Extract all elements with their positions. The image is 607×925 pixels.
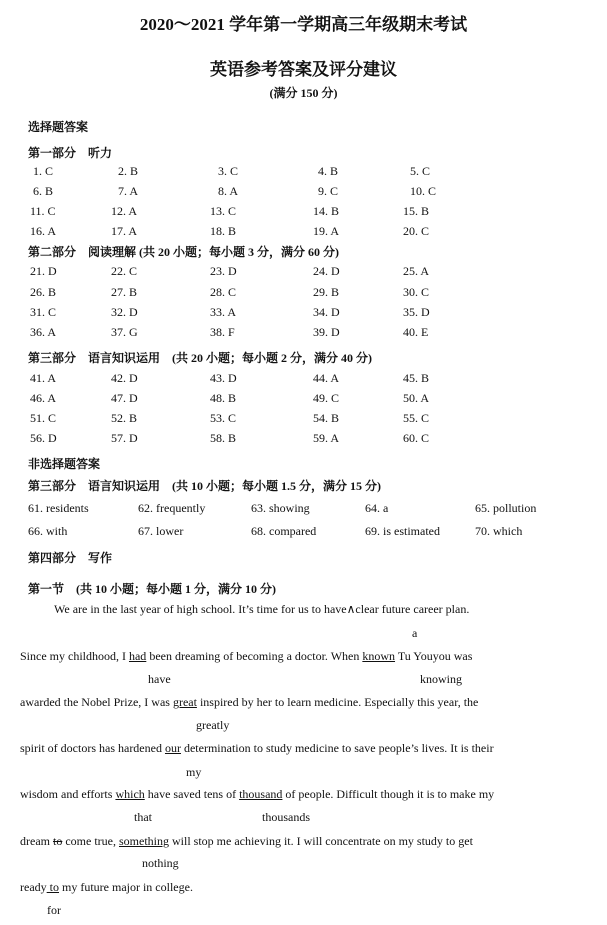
listening-heading: 第一部分 听力 [28, 146, 113, 160]
fill-heading: 第三部分 语言知识运用 (共 10 小题；每小题 1.5 分，满分 15 分) [28, 479, 381, 493]
answer: 42. D [111, 371, 138, 385]
answer: 19. A [313, 224, 340, 238]
answer: 63. showing [251, 501, 310, 515]
language-heading: 第三部分 语言知识运用 (共 20 小题；每小题 2 分，满分 40 分) [28, 351, 372, 365]
full-score: (满分 150 分) [269, 86, 338, 100]
error-word: our [164, 741, 181, 755]
answer: 8. A [218, 184, 239, 198]
answer: 54. B [313, 411, 340, 425]
correction: nothing [142, 856, 179, 870]
passage-line: Since my childhood, I had been dreaming of becoming a doctor. When known Tu Youyou was [20, 649, 473, 663]
correction: my [186, 765, 202, 779]
reading-heading: 第二部分 阅读理解 (共 20 小题；每小题 3 分，满分 60 分) [28, 245, 339, 259]
answer: 56. D [30, 431, 57, 445]
answer: 65. pollution [475, 501, 537, 515]
correction: knowing [420, 672, 462, 686]
correction: have [148, 672, 171, 686]
passage-line: awarded the Nobel Prize, I was great inspired by her to learn medicine. Especially this year, the [20, 695, 479, 709]
answer: 21. D [30, 264, 57, 278]
answer: 64. a [365, 501, 389, 515]
answer: 4. B [318, 164, 339, 178]
answer: 36. A [30, 325, 57, 339]
answer: 39. D [313, 325, 340, 339]
passage-line: spirit of doctors has hardened our determination to study medicine to save people’s lives. It is their [20, 741, 494, 755]
answer: 6. B [33, 184, 54, 198]
nonchoice-heading: 非选择题答案 [28, 457, 101, 471]
answer: 69. is estimated [365, 524, 440, 538]
answer: 10. C [410, 184, 437, 198]
correction: a [412, 626, 418, 640]
answer: 58. B [210, 431, 237, 445]
passage-line: We are in the last year of high school. It’s time for us to have∧clear future career plan. [54, 602, 470, 616]
correction: for [47, 903, 61, 917]
error-word: to [46, 880, 59, 894]
error-word: which [115, 787, 145, 801]
answer: 2. B [118, 164, 139, 178]
answer: 47. D [111, 391, 138, 405]
answer: 23. D [210, 264, 237, 278]
answer: 20. C [403, 224, 430, 238]
passage-line: ready to my future major in college. [20, 880, 193, 894]
answer: 25. A [403, 264, 430, 278]
answer: 66. with [28, 524, 68, 538]
page-title: 2020～2021 学年第一学期高三年级期末考试 [139, 15, 468, 34]
correction: that [134, 810, 152, 824]
answer: 28. C [210, 285, 237, 299]
answer: 60. C [403, 431, 430, 445]
answer: 59. A [313, 431, 340, 445]
answer: 9. C [318, 184, 339, 198]
writing-heading: 第四部分 写作 [28, 551, 113, 565]
writing-section1: 第一节 (共 10 小题；每小题 1 分，满分 10 分) [28, 582, 276, 596]
error-word: had [128, 649, 147, 663]
answer: 35. D [403, 305, 430, 319]
answer: 31. C [30, 305, 57, 319]
answer: 13. C [210, 204, 237, 218]
answer: 22. C [111, 264, 138, 278]
answer: 7. A [118, 184, 139, 198]
answer: 33. A [210, 305, 237, 319]
answer: 55. C [403, 411, 430, 425]
answer: 50. A [403, 391, 430, 405]
answer: 29. B [313, 285, 340, 299]
answer: 11. C [30, 204, 56, 218]
answer: 46. A [30, 391, 57, 405]
answer: 40. E [403, 325, 429, 339]
answer: 43. D [210, 371, 237, 385]
answer: 14. B [313, 204, 340, 218]
answer: 32. D [111, 305, 138, 319]
error-word: great [172, 695, 197, 709]
answer: 51. C [30, 411, 57, 425]
answer: 57. D [111, 431, 138, 445]
answer: 27. B [111, 285, 138, 299]
answer: 49. C [313, 391, 340, 405]
answer: 12. A [111, 204, 138, 218]
answer: 61. residents [28, 501, 89, 515]
answer: 44. A [313, 371, 340, 385]
answer: 38. F [210, 325, 235, 339]
error-word: thousand [239, 787, 283, 801]
answer: 45. B [403, 371, 430, 385]
passage-line: dream to come true, something will stop me achieving it. I will concentrate on my study to get [20, 834, 473, 848]
answer: 70. which [475, 524, 523, 538]
answer: 30. C [403, 285, 430, 299]
answer: 37. G [111, 325, 138, 339]
answer: 18. B [210, 224, 237, 238]
answer: 16. A [30, 224, 57, 238]
answer: 24. D [313, 264, 340, 278]
answer: 53. C [210, 411, 237, 425]
answer: 34. D [313, 305, 340, 319]
page-subtitle: 英语参考答案及评分建议 [210, 60, 397, 79]
answer: 52. B [111, 411, 138, 425]
deleted-word: to [52, 834, 63, 848]
answer: 68. compared [251, 524, 317, 538]
insert-caret-icon: ∧ [346, 602, 356, 616]
answer: 17. A [111, 224, 138, 238]
answer: 26. B [30, 285, 57, 299]
error-word: something [118, 834, 169, 848]
answer: 5. C [410, 164, 431, 178]
answer: 15. B [403, 204, 430, 218]
correction: thousands [262, 810, 310, 824]
choice-heading: 选择题答案 [28, 120, 89, 134]
answer: 41. A [30, 371, 57, 385]
passage-line: wisdom and efforts which have saved tens of thousand of people. Difficult though it is to make my [20, 787, 495, 801]
answer: 67. lower [138, 524, 184, 538]
answer: 62. frequently [138, 501, 206, 515]
answer: 48. B [210, 391, 237, 405]
error-word: known [362, 649, 396, 663]
correction: greatly [196, 718, 230, 732]
answer: 1. C [33, 164, 54, 178]
answer: 3. C [218, 164, 239, 178]
